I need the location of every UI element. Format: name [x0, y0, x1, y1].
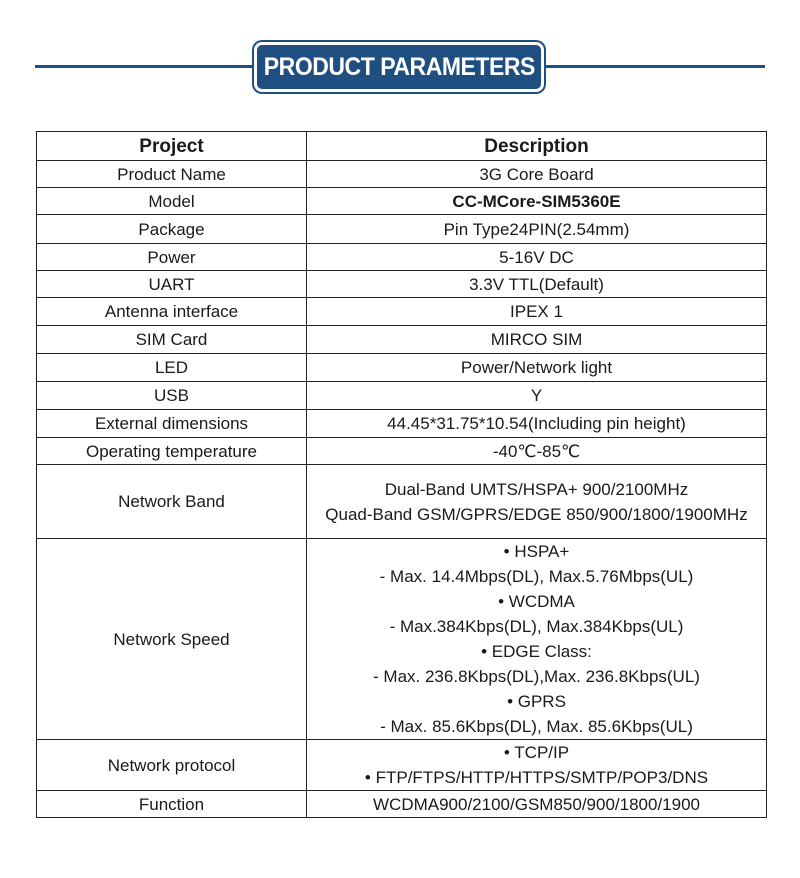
row-description — [307, 410, 767, 438]
table-row — [37, 791, 767, 818]
row-description — [307, 188, 767, 215]
table-row — [37, 244, 767, 271]
description-line: • GPRS — [507, 692, 566, 711]
description-line: - Max. 236.8Kbps(DL),Max. 236.8Kbps(UL) — [373, 667, 700, 686]
table-row — [37, 539, 767, 740]
row-label: Function — [37, 791, 307, 818]
table-row — [37, 410, 767, 438]
table-row — [37, 740, 767, 791]
description-line: Pin Type24PIN(2.54mm) — [443, 219, 630, 239]
row-description — [307, 354, 767, 382]
row-label: Network Speed — [37, 539, 307, 740]
row-label: External dimensions — [37, 410, 307, 438]
row-label: Package — [37, 215, 307, 244]
row-label: Power — [37, 244, 307, 271]
description-line: MIRCO SIM — [490, 330, 583, 349]
description-line: • EDGE Class: — [481, 642, 592, 661]
row-label: LED — [37, 354, 307, 382]
description-line: 5-16V DC — [499, 247, 574, 267]
table-row — [37, 354, 767, 382]
column-header-project: Project — [37, 132, 307, 161]
row-description — [307, 740, 767, 791]
row-description — [307, 539, 767, 740]
row-label: Model — [37, 188, 307, 215]
description-line: - Max. 85.6Kbps(DL), Max. 85.6Kbps(UL) — [380, 717, 693, 736]
table-row — [37, 271, 767, 298]
row-description — [307, 271, 767, 298]
description-line: Y — [530, 386, 543, 405]
table-body — [37, 161, 767, 818]
row-label: USB — [37, 382, 307, 410]
description-line: - Max.384Kbps(DL), Max.384Kbps(UL) — [389, 617, 684, 636]
description-line: -40℃-85℃ — [492, 441, 581, 461]
description-line: 44.45*31.75*10.54(Including pin height) — [387, 414, 686, 433]
description-line: • HSPA+ — [503, 542, 570, 561]
table-row — [37, 215, 767, 244]
table-row — [37, 465, 767, 539]
description-line: - Max. 14.4Mbps(DL), Max.5.76Mbps(UL) — [379, 567, 694, 586]
description-line: • WCDMA — [498, 592, 575, 611]
description-line: WCDMA900/2100/GSM850/900/1800/1900 — [373, 794, 700, 814]
row-description — [307, 791, 767, 818]
row-label: Network protocol — [37, 740, 307, 791]
row-description — [307, 382, 767, 410]
row-description — [307, 298, 767, 326]
description-line: CC-MCore-SIM5360E — [452, 191, 621, 211]
row-label: Network Band — [37, 465, 307, 539]
description-line: Power/Network light — [460, 358, 613, 377]
row-label: Product Name — [37, 161, 307, 188]
table-row — [37, 382, 767, 410]
parameters-table — [36, 131, 767, 818]
table-row — [37, 161, 767, 188]
row-description — [307, 161, 767, 188]
row-label: Operating temperature — [37, 438, 307, 465]
table-row — [37, 438, 767, 465]
table-row — [37, 326, 767, 354]
table-header-row — [37, 132, 767, 161]
row-description — [307, 438, 767, 465]
page-title: PRODUCT PARAMETERS — [263, 52, 535, 81]
table-row — [37, 188, 767, 215]
description-line: 3.3V TTL(Default) — [469, 274, 604, 294]
description-line: 3G Core Board — [479, 164, 594, 184]
header-badge — [257, 45, 541, 89]
description-line: Dual-Band UMTS/HSPA+ 900/2100MHz — [384, 479, 689, 499]
row-description — [307, 465, 767, 539]
row-label: SIM Card — [37, 326, 307, 354]
description-line: • FTP/FTPS/HTTP/HTTPS/SMTP/POP3/DNS — [364, 768, 709, 787]
description-line: • TCP/IP — [503, 743, 570, 762]
row-description — [307, 215, 767, 244]
row-description — [307, 244, 767, 271]
description-line: IPEX 1 — [510, 302, 563, 321]
column-header-description: Description — [307, 132, 767, 161]
row-label: Antenna interface — [37, 298, 307, 326]
description-line: Quad-Band GSM/GPRS/EDGE 850/900/1800/1900MHz — [325, 504, 748, 524]
row-label: UART — [37, 271, 307, 298]
row-description — [307, 326, 767, 354]
table-row — [37, 298, 767, 326]
